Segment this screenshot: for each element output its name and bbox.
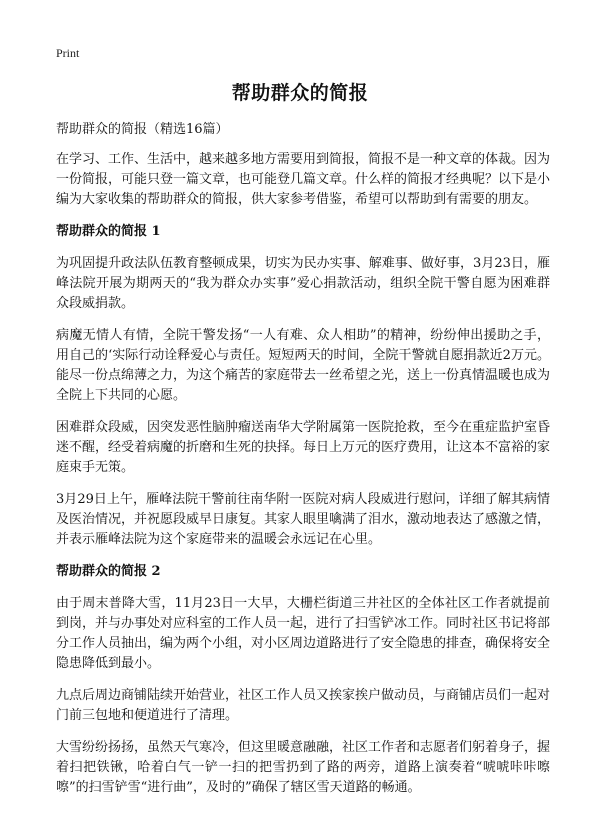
section-heading: 帮助群众的简报 1 <box>56 224 161 239</box>
section-heading: 帮助群众的简报 2 <box>56 564 161 579</box>
section-2 <box>56 562 550 798</box>
paragraph: 大雪纷纷扬扬，虽然天气寒冷，但这里暖意融融，社区工作者和志愿者们躬着身子，握着扫把铁锹，哈着白气一铲一扫的把雪扔到了路的两旁，道路上演奏着“唬唬咔咔嚓嚓”的扫雪铲雪“进行曲”，及时的”确保了辖区雪天道路的畅通。 <box>56 740 551 795</box>
document-subtitle: 帮助群众的简报（精选16篇） <box>56 122 229 137</box>
paragraph: 为巩固提升政法队伍教育整顿成果，切实为民办实事、解难事、做好事，3月23日，雁峰法院开展为期两天的“我为群众办实事”爱心捐款活动，组织全院干警自愿为困难群众段威捐款。 <box>56 256 550 311</box>
paragraph: 3月29日上午，雁峰法院干警前往南华附一医院对病人段威进行慰问，详细了解其病情及医治情况，并祝愿段威早日康复。其家人眼里噙满了泪水，激动地表达了感激之情，并表示雁峰法院为这个家庭带来的温暖会永远记在心里。 <box>56 492 551 547</box>
document-title: 帮助群众的简报 <box>231 82 369 104</box>
paragraph: 由于周末普降大雪，11月23日一大早，大栅栏街道三井社区的全体社区工作者就提前到岗，并与办事处对应科室的工作人员一起，进行了扫雪铲冰工作。同时社区书记将部分工作人员抽出，编为两个小组，对小区周边道路进行了安全隐患的排查，确保将安全隐患降低到最小。 <box>56 596 551 671</box>
document-body <box>56 120 550 810</box>
print-link[interactable]: Print <box>56 46 80 60</box>
paragraph: 困难群众段威，因突发恶性脑肿瘤送南华大学附属第一医院抢救，至今在重症监护室昏迷不醒，经受着病魔的折磨和生死的抉择。每日上万元的医疗费用，让这本不富裕的家庭束手无策。 <box>56 420 551 475</box>
paragraph: 病魔无情人有情，全院干警发扬“一人有难、众人相助”的精神，纷纷伸出援助之手，用自己的‘实际行动诠释爱心与责任。短短两天的时间，全院干警就自愿捐款近2万元。能尽一份点绵薄之力，为这个痛苦的家庭带去一丝希望之光，送上一份真情温暖也成为全院上下共同的心愿。 <box>56 328 551 403</box>
paragraph: 九点后周边商铺陆续开始营业，社区工作人员又挨家挨户做动员，与商铺店员们一起对门前三包地和便道进行了清理。 <box>56 688 551 723</box>
intro-paragraph: 在学习、工作、生活中，越来越多地方需要用到简报，简报不是一种文章的体裁。因为一份简报，可能只登一篇文章，也可能登几篇文章。什么样的简报才经典呢？以下是小编为大家收集的帮助群众的简报，供大家参考借鉴，希望可以帮助到有需要的朋友。 <box>56 152 551 207</box>
section-1 <box>56 222 550 550</box>
